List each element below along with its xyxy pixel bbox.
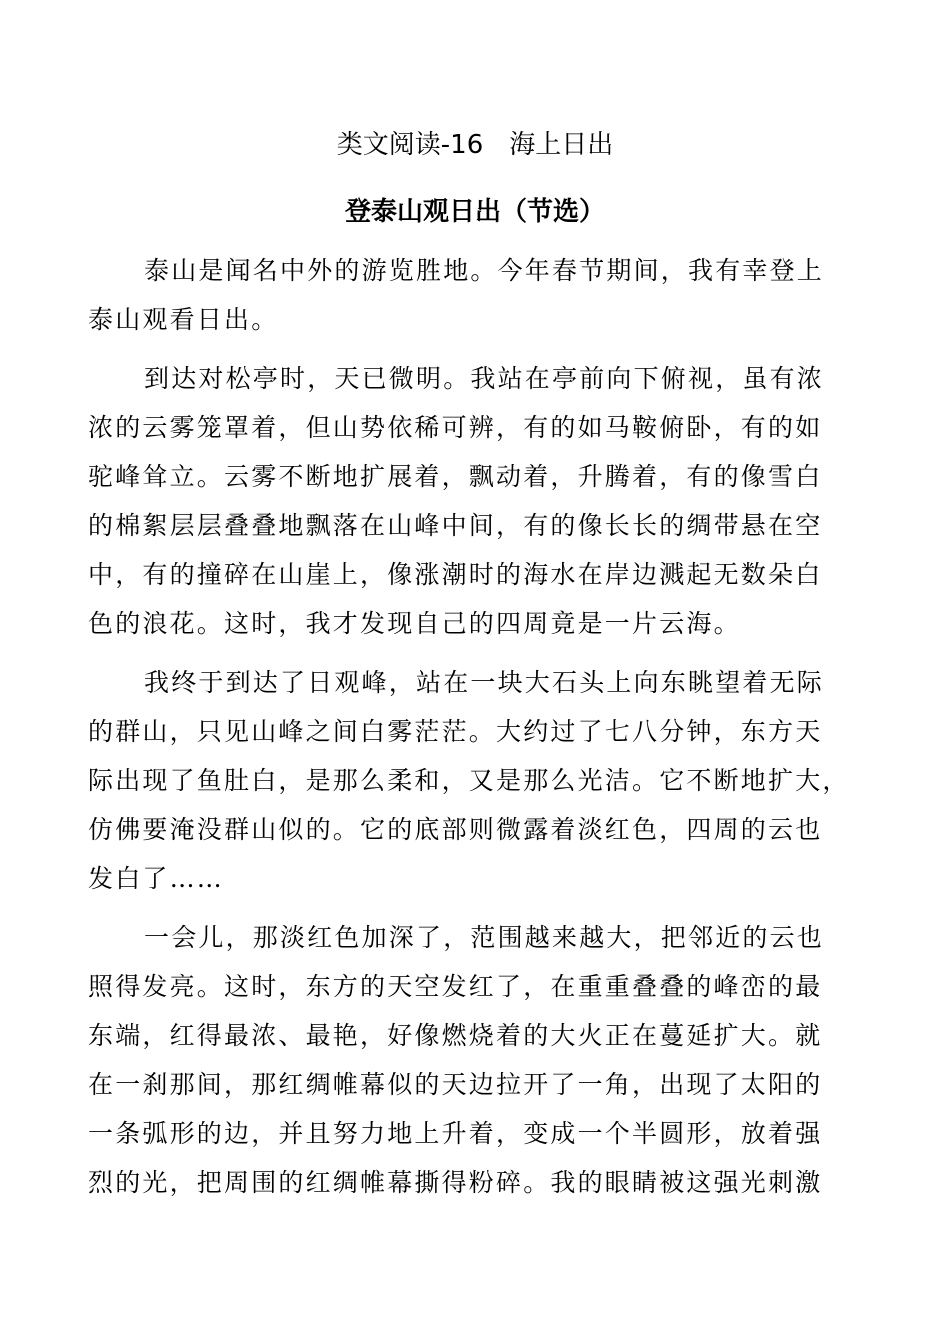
paragraph (88, 246, 878, 344)
text-line: 泰山观看日出。 (88, 305, 279, 334)
text-line: 仿佛要淹没群山似的。它的底部则微露着淡红色，四周的云也 (88, 815, 823, 844)
text-line: 在一刹那间，那红绸帷幕似的天边拉开了一角，出现了太阳的 (88, 1070, 823, 1099)
text-line: 烈的光，把周围的红绸帷幕撕得粉碎。我的眼睛被这强光刺激 (88, 1168, 823, 1197)
document-title: 类文阅读-16 海上日出 (336, 130, 614, 160)
text-line: 照得发亮。这时，东方的天空发红了，在重重叠叠的峰峦的最 (88, 972, 823, 1001)
text-line: 东端，红得最浓、最艳，好像燃烧着的大火正在蔓延扩大。就 (88, 1021, 823, 1050)
paragraph (88, 354, 878, 648)
text-line: 一会儿，那淡红色加深了，范围越来越大，把邻近的云也 (144, 923, 825, 952)
article-body (88, 246, 878, 1217)
paragraph (88, 658, 878, 903)
article-title: 登泰山观日出（节选） (344, 197, 605, 227)
text-line: 中，有的撞碎在山崖上，像涨潮时的海水在岸边溅起无数朵白 (88, 560, 823, 589)
text-line: 际出现了鱼肚白，是那么柔和，又是那么光洁。它不断地扩大， (88, 766, 850, 795)
text-line: 的群山，只见山峰之间白雾茫茫。大约过了七八分钟，东方天 (88, 717, 823, 746)
paragraph (88, 913, 878, 1207)
text-line: 一条弧形的边，并且努力地上升着，变成一个半圆形，放着强 (88, 1119, 823, 1148)
text-line: 的棉絮层层叠叠地飘落在山峰中间，有的像长长的绸带悬在空 (88, 511, 823, 540)
text-line: 发白了…… (88, 864, 225, 893)
text-line: 浓的云雾笼罩着，但山势依稀可辨，有的如马鞍俯卧，有的如 (88, 413, 823, 442)
text-line: 泰山是闻名中外的游览胜地。今年春节期间，我有幸登上 (144, 256, 825, 285)
text-line: 色的浪花。这时，我才发现自己的四周竟是一片云海。 (88, 609, 741, 638)
text-line: 驼峰耸立。云雾不断地扩展着，飘动着，升腾着，有的像雪白 (88, 462, 823, 491)
text-line: 到达对松亭时，天已微明。我站在亭前向下俯视，虽有浓 (144, 364, 825, 393)
text-line: 我终于到达了日观峰，站在一块大石头上向东眺望着无际 (144, 668, 825, 697)
